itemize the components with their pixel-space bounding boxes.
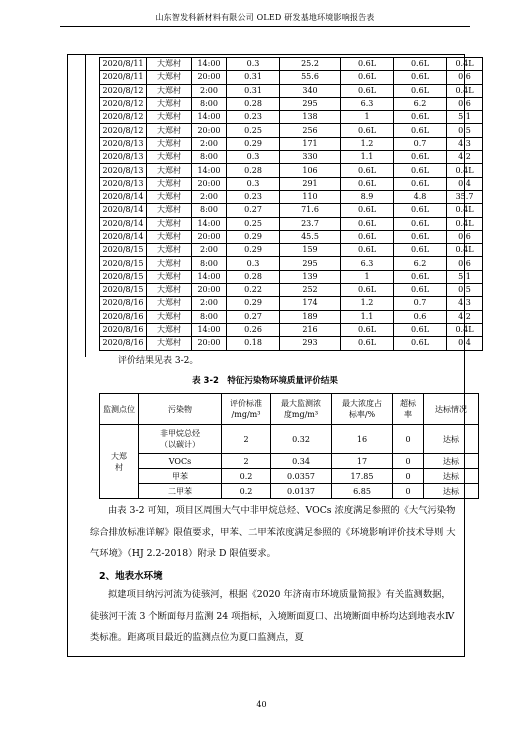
table-cell: 0.6L — [341, 284, 394, 297]
table-cell: 大郑村 — [147, 284, 192, 297]
table-cell: 大郑村 — [147, 230, 192, 243]
table-cell: 0.6L — [341, 84, 394, 97]
table-cell: 0.6 — [447, 230, 483, 243]
table-cell: 0.4L — [447, 58, 483, 71]
table-cell: 大郑村 — [147, 58, 192, 71]
header-exceed: 超标 率 — [393, 394, 424, 425]
table-cell: 2020/8/13 — [100, 177, 147, 190]
table-cell: 大郑村 — [147, 151, 192, 164]
max-ratio-cell: 16 — [332, 425, 393, 454]
table-cell: 139 — [280, 270, 341, 283]
table-cell: 4.3 — [447, 137, 483, 150]
standard-cell: 2 — [222, 425, 271, 454]
table-cell: 大郑村 — [147, 164, 192, 177]
table-cell: 14:00 — [192, 111, 227, 124]
table-cell: 2:00 — [192, 137, 227, 150]
table-cell: 295 — [280, 257, 341, 270]
header-standard: 评价标准 /mg/m³ — [222, 394, 271, 425]
table-cell: 0.23 — [227, 190, 280, 203]
pollutant-cell: VOCs — [139, 454, 222, 469]
max-ratio-cell: 17.85 — [332, 469, 393, 484]
table-cell: 大郑村 — [147, 84, 192, 97]
table-cell: 5.1 — [447, 270, 483, 283]
table-cell: 4.2 — [447, 151, 483, 164]
table-cell: 20:00 — [192, 284, 227, 297]
table-cell: 20:00 — [192, 230, 227, 243]
table-cell: 0.6L — [341, 177, 394, 190]
table-cell: 0.6L — [394, 151, 447, 164]
table-cell: 大郑村 — [147, 177, 192, 190]
table-cell: 6.2 — [394, 257, 447, 270]
table-cell: 0.4L — [447, 217, 483, 230]
table-cell: 2020/8/15 — [100, 244, 147, 257]
table-row — [100, 244, 483, 257]
table-cell: 256 — [280, 124, 341, 137]
table-cell: 0.3 — [227, 151, 280, 164]
table-cell: 0.6L — [394, 244, 447, 257]
table-cell: 330 — [280, 151, 341, 164]
table-cell: 5.1 — [447, 111, 483, 124]
table-row — [100, 323, 483, 336]
pollutant-cell: 二甲苯 — [139, 484, 222, 499]
table-cell: 2020/8/14 — [100, 190, 147, 203]
table-cell: 0.4L — [447, 323, 483, 336]
table-cell: 20:00 — [192, 124, 227, 137]
table-cell: 45.5 — [280, 230, 341, 243]
table-cell: 大郑村 — [147, 270, 192, 283]
table-cell: 0.6 — [394, 310, 447, 323]
table-cell: 0.29 — [227, 137, 280, 150]
table-cell: 2:00 — [192, 84, 227, 97]
table-cell: 大郑村 — [147, 204, 192, 217]
monitoring-data-table — [99, 57, 483, 351]
table-cell: 14:00 — [192, 217, 227, 230]
table-cell: 0.26 — [227, 323, 280, 336]
table-cell: 0.6L — [394, 270, 447, 283]
table-cell: 2020/8/16 — [100, 310, 147, 323]
standard-cell: 2 — [222, 454, 271, 469]
table-cell: 2020/8/11 — [100, 58, 147, 71]
table-row — [100, 204, 483, 217]
max-ratio-cell: 6.85 — [332, 484, 393, 499]
table-row — [100, 230, 483, 243]
table-cell: 20:00 — [192, 177, 227, 190]
header-status: 达标情况 — [424, 394, 479, 425]
table-cell: 0.29 — [227, 244, 280, 257]
table-cell: 4.3 — [447, 297, 483, 310]
table-cell: 1 — [341, 111, 394, 124]
table-row — [100, 337, 483, 350]
table-cell: 0.7 — [394, 137, 447, 150]
table-cell: 2020/8/14 — [100, 204, 147, 217]
table-cell: 291 — [280, 177, 341, 190]
table-cell: 2020/8/16 — [100, 297, 147, 310]
table-cell: 0.5 — [447, 124, 483, 137]
surface-water-paragraph — [90, 584, 458, 649]
table-cell: 8:00 — [192, 204, 227, 217]
max-conc-cell: 0.32 — [271, 425, 332, 454]
standard-cell: 0.2 — [222, 484, 271, 499]
table-cell: 0.6L — [394, 124, 447, 137]
table-cell: 2020/8/13 — [100, 137, 147, 150]
status-cell: 达标 — [424, 469, 479, 484]
table-cell: 0.6L — [341, 244, 394, 257]
table-cell: 0.6L — [341, 71, 394, 84]
table-row — [100, 270, 483, 283]
table-cell: 106 — [280, 164, 341, 177]
table-cell: 0.3 — [227, 177, 280, 190]
max-conc-cell: 0.0137 — [271, 484, 332, 499]
table-cell: 大郑村 — [147, 257, 192, 270]
table-cell: 0.23 — [227, 111, 280, 124]
frame-inner-rule — [85, 54, 86, 357]
table-row — [100, 164, 483, 177]
table-cell: 0.28 — [227, 97, 280, 110]
table-cell: 0.6 — [447, 71, 483, 84]
table-cell: 2:00 — [192, 297, 227, 310]
table-3-2-title: 表 3-2 特征污染物环境质量评价结果 — [192, 376, 338, 386]
table-cell: 2020/8/15 — [100, 270, 147, 283]
exceed-cell: 0 — [393, 484, 424, 499]
table-cell: 0.6L — [394, 177, 447, 190]
table-cell: 0.6L — [341, 230, 394, 243]
table-row — [100, 58, 483, 71]
table-cell: 0.27 — [227, 204, 280, 217]
table-cell: 0.4L — [447, 164, 483, 177]
table-cell: 8:00 — [192, 151, 227, 164]
table-cell: 23.7 — [280, 217, 341, 230]
table-cell: 189 — [280, 310, 341, 323]
table-cell: 大郑村 — [147, 190, 192, 203]
table-cell: 0.6L — [394, 164, 447, 177]
table-cell: 4.8 — [394, 190, 447, 203]
table-cell: 0.29 — [227, 297, 280, 310]
table-cell: 0.3 — [227, 58, 280, 71]
table-cell: 0.31 — [227, 71, 280, 84]
page-number: 40 — [256, 700, 267, 709]
table-cell: 20:00 — [192, 337, 227, 350]
table-cell: 0.6L — [341, 337, 394, 350]
table-cell: 0.4L — [447, 84, 483, 97]
table-cell: 6.3 — [341, 257, 394, 270]
analysis-text: 由表 3-2 可知，项目区周围大气中非甲烷总烃、VOCs 浓度满足参照的《大气污染物综合排放标准详解》限值要求，甲苯、二甲苯浓度满足参照的《环境影响评价技术导则 大气环境》（HJ 2.2-2018）附录 D 限值要求。 — [90, 505, 456, 559]
table-cell: 2020/8/14 — [100, 230, 147, 243]
header-max-conc: 最大监测浓 度mg/m³ — [271, 394, 332, 425]
page-header: 山东智发科新材料有限公司 OLED 研发基地环境影响报告表 — [155, 13, 375, 22]
table-cell: 55.6 — [280, 71, 341, 84]
table-cell: 0.27 — [227, 310, 280, 323]
surface-water-text: 拟建项目纳污河流为徒骇河，根据《2020 年济南市环境质量简报》有关监测数据，徒骇河干流 3 个断面每月监测 24 项指标，入境断面夏口、出境断面申桥均达到地表水Ⅳ类标准。距离项目最近的监测点位为夏口监测点，夏 — [90, 589, 455, 643]
table-cell: 0.3 — [227, 257, 280, 270]
table-cell: 14:00 — [192, 270, 227, 283]
table-cell: 0.28 — [227, 164, 280, 177]
table-cell: 1.1 — [341, 310, 394, 323]
table-cell: 14:00 — [192, 323, 227, 336]
table-row — [100, 137, 483, 150]
exceed-cell: 0 — [393, 425, 424, 454]
table-cell: 6.2 — [394, 97, 447, 110]
table-cell: 0.4 — [447, 177, 483, 190]
table-row — [100, 97, 483, 110]
table-cell: 35.7 — [447, 190, 483, 203]
header-site: 监测点位 — [100, 394, 139, 425]
table-cell: 0.6L — [394, 284, 447, 297]
table-cell: 2020/8/12 — [100, 111, 147, 124]
eval-intro-text: 评价结果见表 3-2。 — [118, 356, 199, 366]
table-cell: 2020/8/16 — [100, 323, 147, 336]
header-max-ratio: 最大浓度占 标率/% — [332, 394, 393, 425]
table-cell: 1.1 — [341, 151, 394, 164]
table-cell: 252 — [280, 284, 341, 297]
table-cell: 0.6L — [394, 84, 447, 97]
table-cell: 216 — [280, 323, 341, 336]
table-cell: 340 — [280, 84, 341, 97]
table-cell: 0.6 — [447, 97, 483, 110]
exceed-cell: 0 — [393, 469, 424, 484]
table-cell: 2020/8/12 — [100, 124, 147, 137]
table-cell: 1 — [341, 270, 394, 283]
table-cell: 0.6L — [341, 124, 394, 137]
table-cell: 293 — [280, 337, 341, 350]
table-cell: 0.25 — [227, 217, 280, 230]
table-cell: 2020/8/16 — [100, 337, 147, 350]
table-cell: 大郑村 — [147, 337, 192, 350]
table-cell: 0.4L — [447, 204, 483, 217]
table-cell: 2020/8/15 — [100, 257, 147, 270]
site-cell: 大郑 村 — [100, 425, 139, 499]
table-row — [100, 310, 483, 323]
header-rule — [60, 26, 470, 27]
table-cell: 大郑村 — [147, 97, 192, 110]
table-row — [100, 190, 483, 203]
table-cell: 0.6L — [394, 230, 447, 243]
table-cell: 138 — [280, 111, 341, 124]
table-cell: 8:00 — [192, 257, 227, 270]
table-cell: 大郑村 — [147, 124, 192, 137]
table-cell: 14:00 — [192, 58, 227, 71]
table-cell: 8:00 — [192, 97, 227, 110]
table-cell: 2020/8/12 — [100, 84, 147, 97]
table-row — [100, 151, 483, 164]
table-cell: 大郑村 — [147, 137, 192, 150]
table-cell: 2020/8/11 — [100, 71, 147, 84]
table-cell: 159 — [280, 244, 341, 257]
table-cell: 大郑村 — [147, 71, 192, 84]
table-cell: 大郑村 — [147, 323, 192, 336]
table-cell: 0.4 — [447, 337, 483, 350]
table-row — [100, 284, 483, 297]
table-cell: 0.28 — [227, 270, 280, 283]
table-cell: 0.4L — [447, 244, 483, 257]
table-cell: 2020/8/13 — [100, 164, 147, 177]
table-row — [100, 71, 483, 84]
max-conc-cell: 0.0357 — [271, 469, 332, 484]
table-cell: 14:00 — [192, 164, 227, 177]
table-cell: 25.2 — [280, 58, 341, 71]
table-cell: 8:00 — [192, 310, 227, 323]
table-cell: 71.6 — [280, 204, 341, 217]
table-cell: 295 — [280, 97, 341, 110]
table-row — [100, 111, 483, 124]
table-cell: 0.6L — [341, 58, 394, 71]
max-conc-cell: 0.34 — [271, 454, 332, 469]
table-cell: 0.5 — [447, 284, 483, 297]
table-cell: 0.25 — [227, 124, 280, 137]
table-cell: 2020/8/14 — [100, 217, 147, 230]
table-cell: 大郑村 — [147, 111, 192, 124]
table-cell: 0.6L — [341, 217, 394, 230]
table-cell: 2020/8/13 — [100, 151, 147, 164]
table-cell: 174 — [280, 297, 341, 310]
table-cell: 8.9 — [341, 190, 394, 203]
table-cell: 0.6L — [394, 111, 447, 124]
pollutant-cell: 甲苯 — [139, 469, 222, 484]
table-cell: 大郑村 — [147, 244, 192, 257]
table-row — [100, 217, 483, 230]
table-cell: 0.6L — [394, 337, 447, 350]
table-cell: 110 — [280, 190, 341, 203]
table-cell: 0.6L — [394, 323, 447, 336]
table-row — [100, 257, 483, 270]
table-cell: 1.2 — [341, 137, 394, 150]
table-cell: 2:00 — [192, 244, 227, 257]
table-cell: 0.18 — [227, 337, 280, 350]
table-cell: 4.2 — [447, 310, 483, 323]
table-cell: 0.6L — [341, 164, 394, 177]
table-cell: 6.3 — [341, 97, 394, 110]
table-cell: 0.29 — [227, 230, 280, 243]
table-cell: 0.7 — [394, 297, 447, 310]
pollutant-cell: 非甲烷总烃 （以碳计） — [139, 425, 222, 454]
table-cell: 0.6L — [394, 217, 447, 230]
table-cell: 171 — [280, 137, 341, 150]
analysis-paragraph — [90, 500, 458, 565]
table-cell: 0.6L — [341, 323, 394, 336]
table-cell: 2020/8/12 — [100, 97, 147, 110]
table-row — [100, 177, 483, 190]
table-cell: 0.6L — [394, 204, 447, 217]
table-row — [100, 297, 483, 310]
evaluation-table — [99, 393, 479, 499]
table-cell: 0.6L — [341, 204, 394, 217]
standard-cell: 0.2 — [222, 469, 271, 484]
table-cell: 2:00 — [192, 190, 227, 203]
status-cell: 达标 — [424, 454, 479, 469]
status-cell: 达标 — [424, 425, 479, 454]
table-cell: 大郑村 — [147, 310, 192, 323]
section-title-surface-water: 2、地表水环境 — [99, 571, 163, 582]
table-cell: 大郑村 — [147, 217, 192, 230]
table-cell: 1.2 — [341, 297, 394, 310]
table-cell: 20:00 — [192, 71, 227, 84]
status-cell: 达标 — [424, 484, 479, 499]
table-cell: 0.6L — [394, 71, 447, 84]
table-row — [100, 124, 483, 137]
table-cell: 大郑村 — [147, 297, 192, 310]
table-cell: 0.22 — [227, 284, 280, 297]
max-ratio-cell: 17 — [332, 454, 393, 469]
table-cell: 2020/8/15 — [100, 284, 147, 297]
exceed-cell: 0 — [393, 454, 424, 469]
table-row — [100, 84, 483, 97]
table-cell: 0.6 — [447, 257, 483, 270]
table-cell: 0.6L — [394, 58, 447, 71]
table-cell: 0.31 — [227, 84, 280, 97]
header-pollutant: 污染物 — [139, 394, 222, 425]
